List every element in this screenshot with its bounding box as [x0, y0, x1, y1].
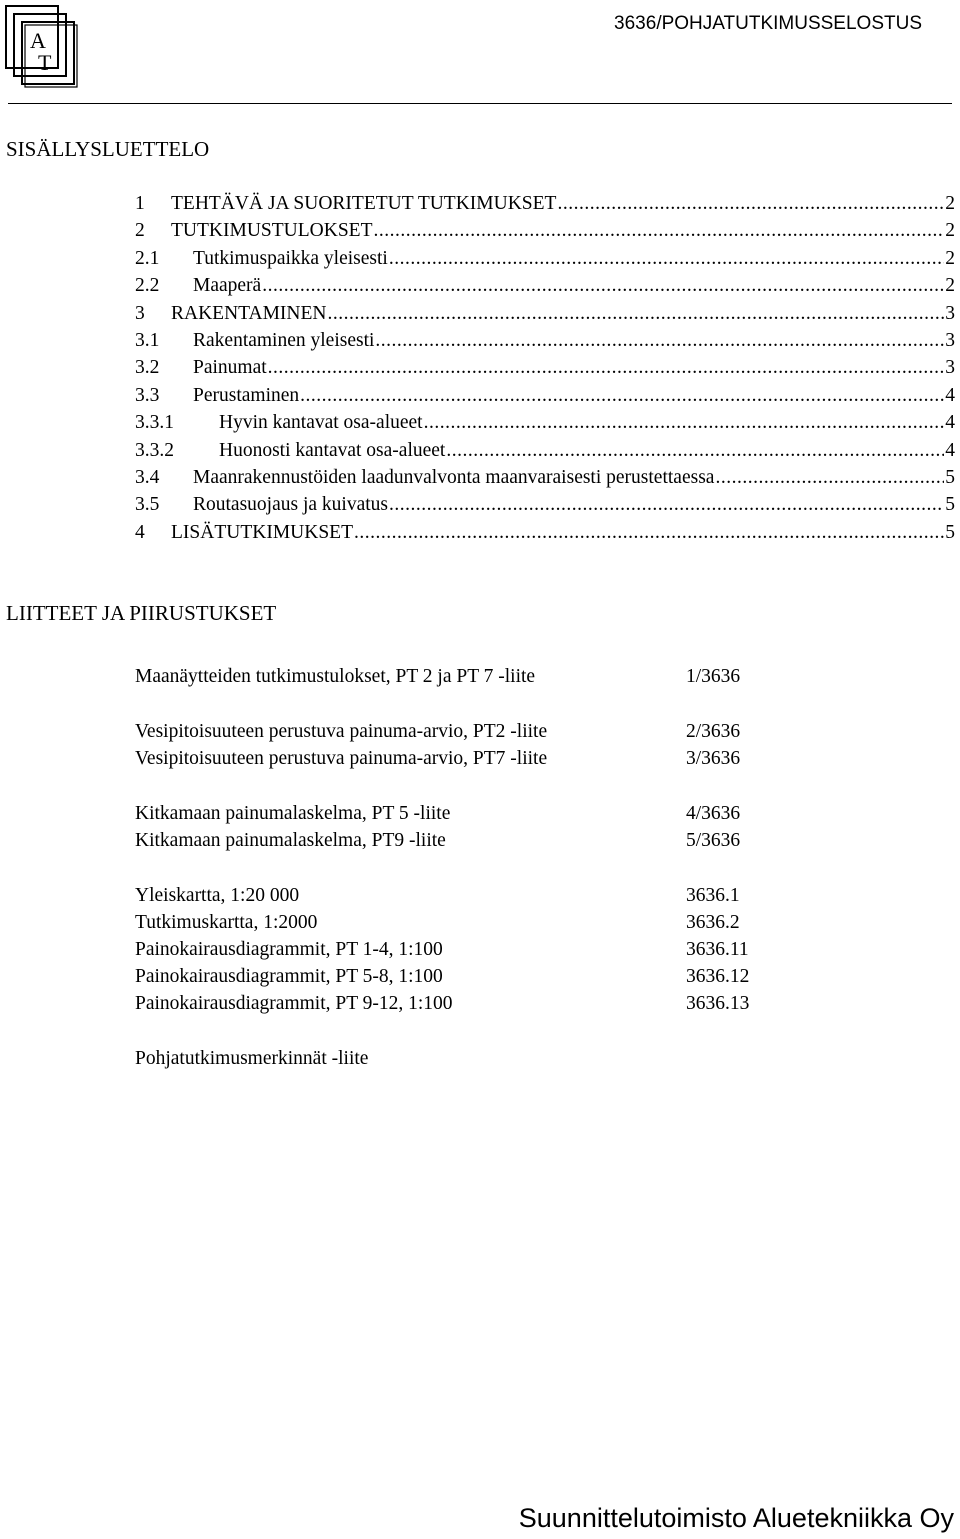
toc-entry-page: 5: [945, 466, 955, 488]
toc-entry-label: Rakentaminen yleisesti: [193, 329, 375, 351]
toc-entry-number: 2.2: [135, 275, 160, 297]
attachment-label: Tutkimuskartta, 1:2000: [135, 912, 318, 933]
toc-entry-label: Huonosti kantavat osa-alueet: [219, 439, 446, 461]
toc-entry[interactable]: [135, 272, 955, 299]
attachment-code: 3/3636: [686, 748, 741, 769]
toc-entry[interactable]: [135, 382, 955, 409]
toc-dot-leader: [557, 190, 944, 217]
toc-entry-page: 3: [945, 357, 955, 379]
toc-entry-number: 3.3.1: [135, 412, 174, 434]
attachment-code: 3636.11: [686, 939, 749, 960]
toc-entry[interactable]: [135, 437, 955, 464]
toc-dot-leader: [268, 354, 945, 381]
attachment-code: 3636.2: [686, 912, 740, 933]
toc-entry-page: 2: [945, 220, 955, 242]
toc-entry[interactable]: [135, 354, 955, 381]
toc-entry-label: Painumat: [193, 357, 267, 379]
toc-entry-number: 3.4: [135, 466, 160, 488]
toc-entry-label: Hyvin kantavat osa-alueet: [219, 412, 423, 434]
toc-entry-page: 3: [945, 329, 955, 351]
table-of-contents: [135, 190, 955, 546]
toc-entry-page: 3: [945, 302, 955, 324]
toc-entry-number: 3.1: [135, 329, 160, 351]
toc-entry-label: TEHTÄVÄ JA SUORITETUT TUTKIMUKSET: [171, 193, 557, 214]
toc-entry-page: 2: [945, 193, 955, 214]
toc-entry-number: 2.1: [135, 247, 160, 269]
toc-entry[interactable]: [135, 190, 955, 217]
toc-entry[interactable]: [135, 409, 955, 436]
toc-dot-leader: [389, 245, 944, 272]
toc-dot-leader: [262, 272, 944, 299]
toc-entry-label: Maanrakennustöiden laadunvalvonta maanvaraisesti perustettaessa: [193, 466, 715, 488]
attachments-title: LIITTEET JA PIIRUSTUKSET: [6, 601, 277, 625]
attachment-label: Painokairausdiagrammit, PT 1-4, 1:100: [135, 939, 443, 960]
toc-entry-label: LISÄTUTKIMUKSET: [171, 521, 353, 543]
toc-dot-leader: [373, 217, 944, 244]
toc-entry-page: 4: [945, 439, 955, 461]
attachment-code: 2/3636: [686, 721, 741, 742]
toc-entry-page: 5: [945, 521, 955, 543]
attachment-code: 3636.12: [686, 966, 750, 987]
toc-entry[interactable]: [135, 217, 955, 244]
toc-dot-leader: [715, 464, 944, 491]
toc-entry[interactable]: [135, 491, 955, 518]
toc-dot-leader: [389, 491, 944, 518]
toc-dot-leader: [446, 437, 944, 464]
toc-entry-number: 3.2: [135, 357, 160, 379]
company-name: Suunnittelutoimisto Aluetekniikka Oy: [518, 1503, 954, 1533]
toc-entry-label: TUTKIMUSTULOKSET: [171, 220, 373, 242]
attachment-label: Kitkamaan painumalaskelma, PT9 -liite: [135, 830, 446, 851]
toc-dot-leader: [300, 382, 944, 409]
toc-entry[interactable]: [135, 245, 955, 272]
attachment-label: Pohjatutkimusmerkinnät -liite: [135, 1048, 369, 1069]
toc-entry[interactable]: [135, 300, 955, 327]
attachment-label: Maanäytteiden tutkimustulokset, PT 2 ja PT 7 -liite: [135, 666, 536, 687]
attachment-label: Vesipitoisuuteen perustuva painuma-arvio, PT7 -liite: [135, 748, 548, 769]
attachment-code: 3636.13: [686, 993, 750, 1014]
toc-entry-number: 2: [135, 220, 145, 242]
toc-dot-leader: [424, 409, 945, 436]
toc-entry-page: 4: [945, 384, 955, 406]
attachment-code: 3636.1: [686, 885, 740, 906]
toc-dot-leader: [354, 519, 944, 546]
toc-entry-page: 2: [945, 247, 955, 269]
toc-title: SISÄLLYSLUETTELO: [6, 137, 210, 161]
attachment-label: Vesipitoisuuteen perustuva painuma-arvio, PT2 -liite: [135, 721, 548, 742]
toc-dot-leader: [328, 300, 945, 327]
toc-entry-label: Perustaminen: [193, 384, 300, 406]
toc-entry-page: 2: [945, 275, 955, 297]
toc-entry-number: 3.3: [135, 384, 160, 406]
attachment-code: 4/3636: [686, 803, 741, 824]
attachment-code: 1/3636: [686, 666, 741, 687]
attachment-label: Yleiskartta, 1:20 000: [135, 885, 300, 906]
toc-entry-page: 4: [945, 412, 955, 434]
toc-entry[interactable]: [135, 327, 955, 354]
toc-dot-leader: [375, 327, 944, 354]
header-rule: [8, 103, 952, 104]
toc-entry-label: Routasuojaus ja kuivatus: [193, 494, 388, 516]
toc-entry-number: 3.5: [135, 494, 160, 516]
toc-entry-label: RAKENTAMINEN: [171, 302, 327, 324]
toc-entry[interactable]: [135, 464, 955, 491]
toc-entry-label: Tutkimuspaikka yleisesti: [193, 247, 388, 269]
logo-letter-a: A: [30, 28, 46, 53]
attachment-label: Kitkamaan painumalaskelma, PT 5 -liite: [135, 803, 451, 824]
toc-entry-number: 3.3.2: [135, 439, 174, 461]
toc-entry-number: 1: [135, 193, 145, 214]
toc-entry-label: Maaperä: [193, 275, 262, 297]
attachment-code: 5/3636: [686, 830, 741, 851]
logo-letter-t: T: [38, 50, 52, 75]
attachment-label: Painokairausdiagrammit, PT 5-8, 1:100: [135, 966, 443, 987]
attachment-label: Painokairausdiagrammit, PT 9-12, 1:100: [135, 993, 453, 1014]
company-logo: [2, 2, 80, 94]
document-code: 3636/POHJATUTKIMUSSELOSTUS: [614, 13, 922, 34]
toc-entry-number: 4: [135, 521, 145, 543]
toc-entry[interactable]: [135, 519, 955, 546]
toc-entry-page: 5: [945, 494, 955, 516]
toc-entry-number: 3: [135, 302, 145, 324]
